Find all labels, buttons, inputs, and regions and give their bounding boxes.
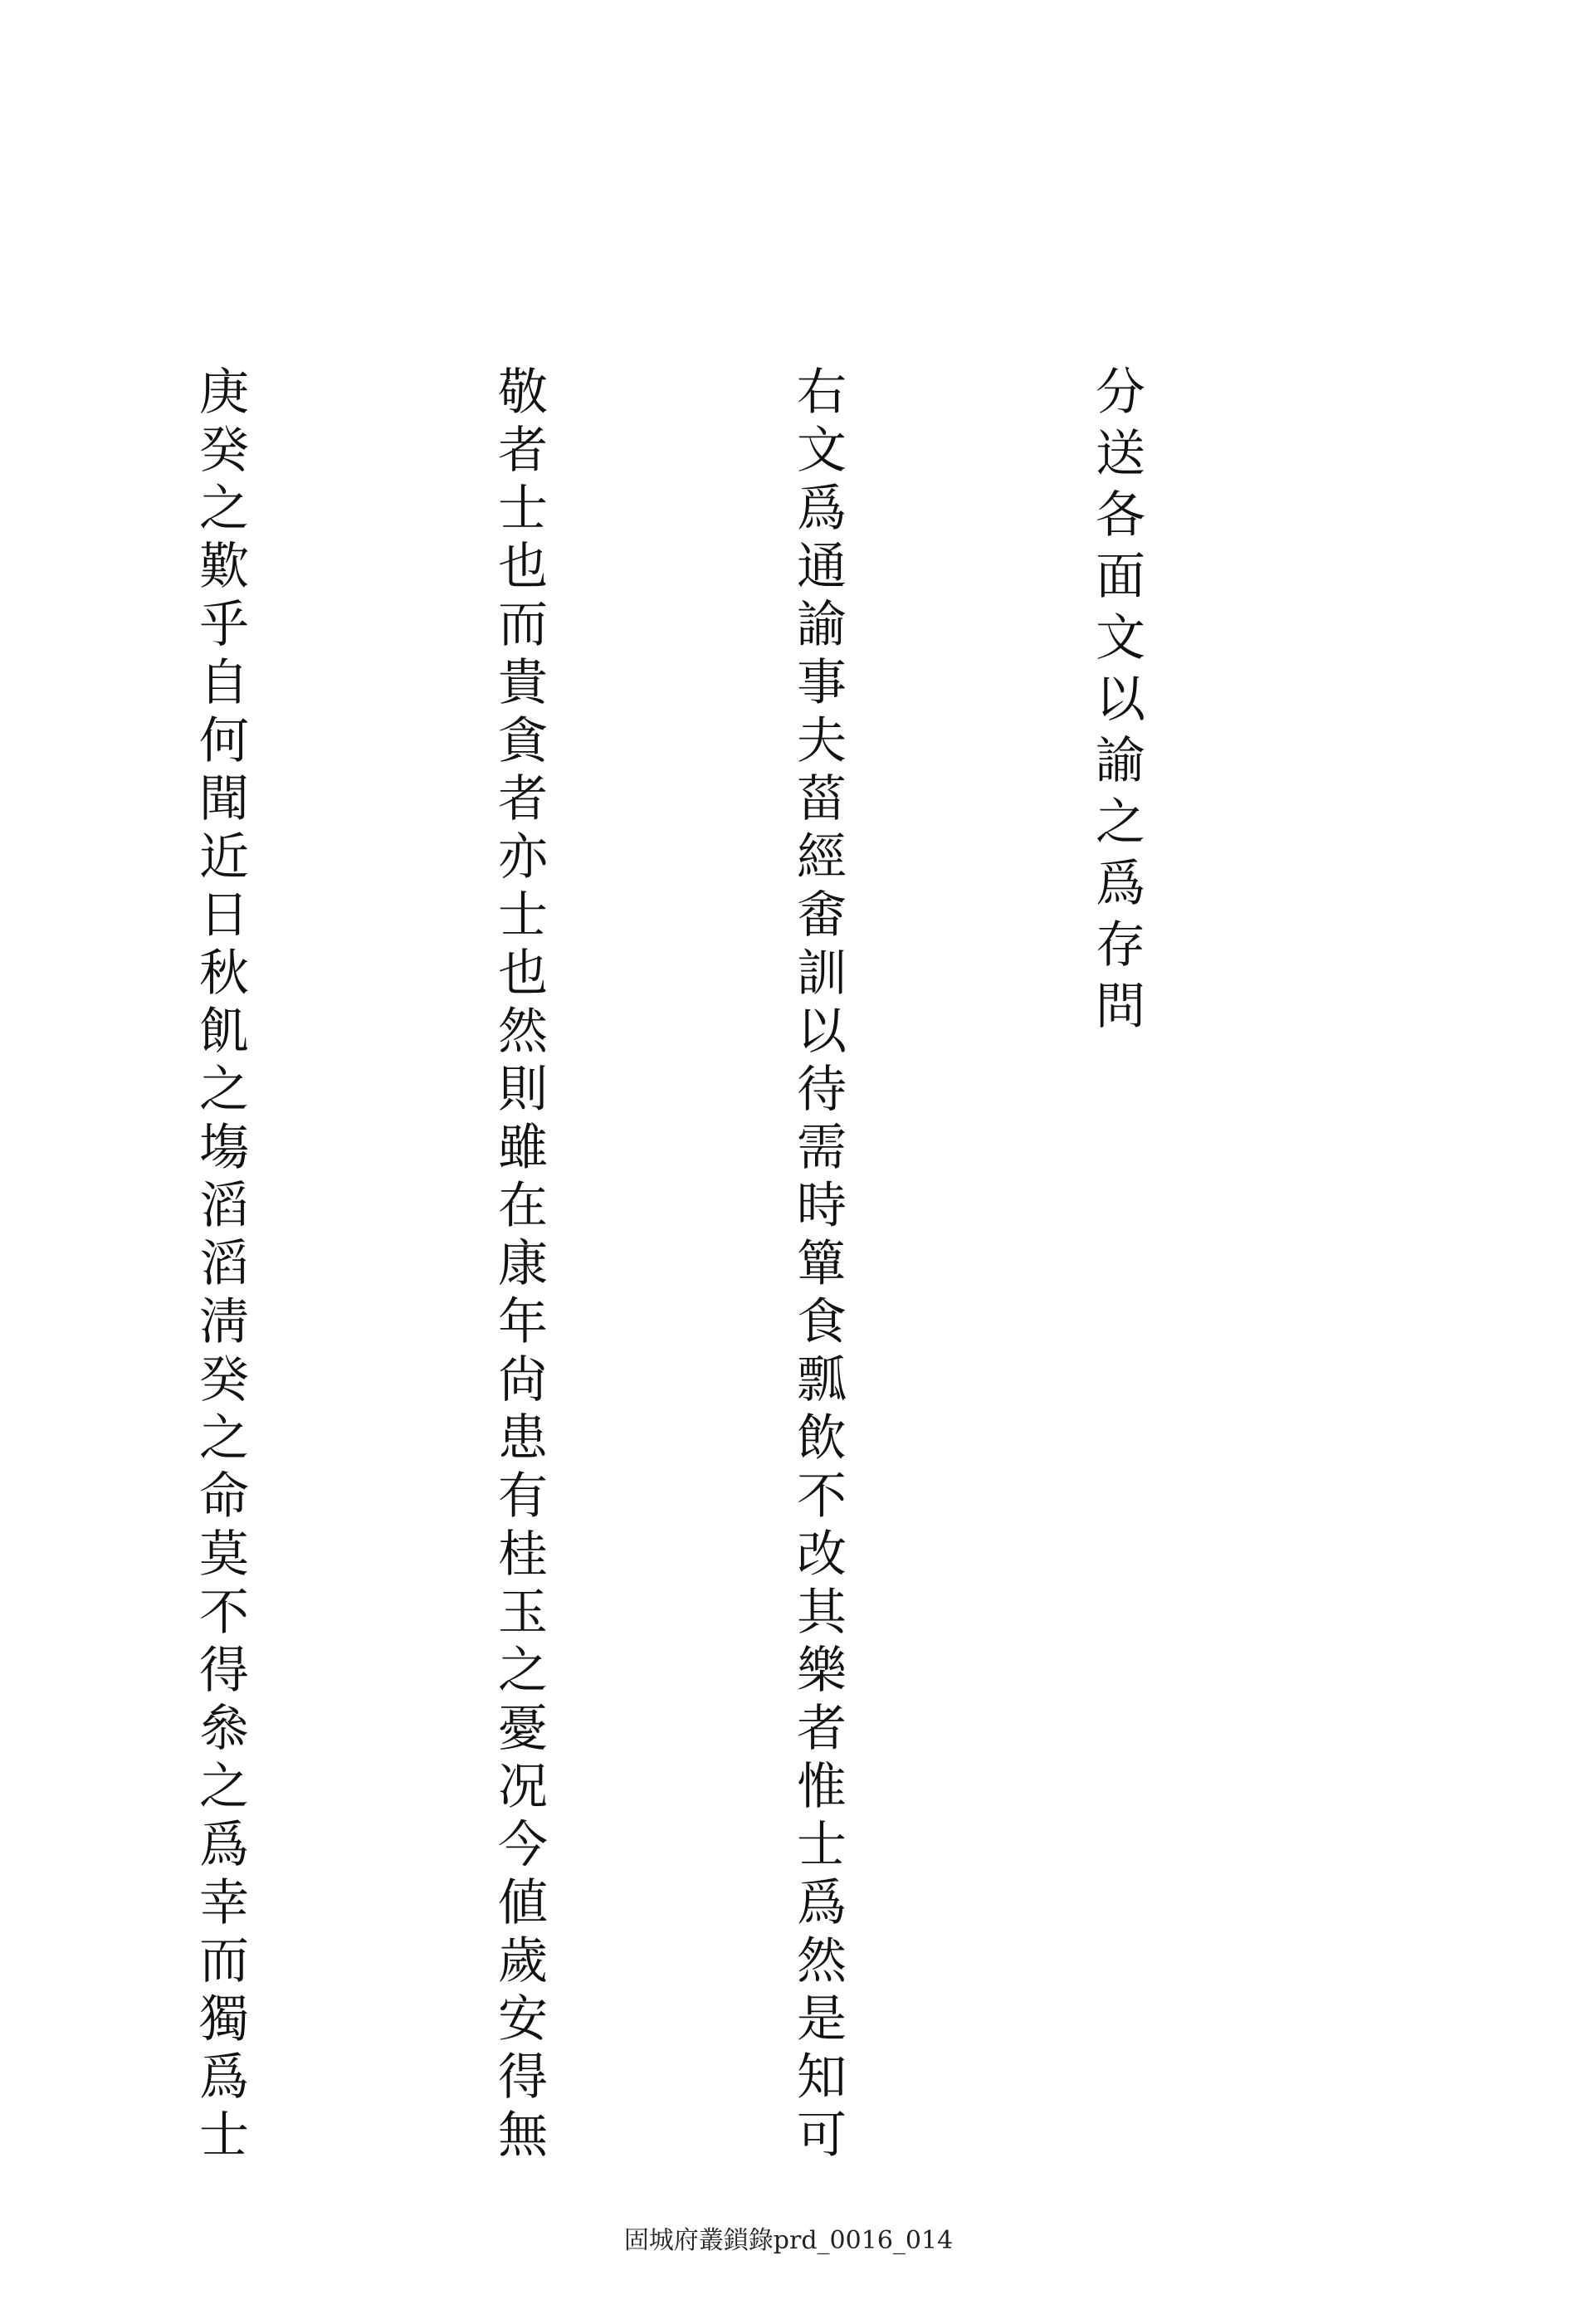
heading-column: 分送各面文以諭之爲存問	[1087, 365, 1145, 1041]
text-column: 庚癸之歎乎自何聞近日秋飢之塲滔滔淸癸之命莫不得叅之爲幸而獨爲士	[191, 365, 249, 2166]
text-column: 右文爲通諭事夫菑經畬訓以待需時簞食瓢飲不改其樂者惟士爲然是知可	[788, 365, 847, 2166]
page-footer-caption: 固城府叢鎖錄prd_0016_014	[623, 2226, 954, 2255]
text-column: 敬者士也而貴貪者亦士也然則雖在康年尙患有桂玉之憂况今値歲安得無	[490, 365, 548, 2166]
vertical-text-body	[191, 365, 1365, 2166]
